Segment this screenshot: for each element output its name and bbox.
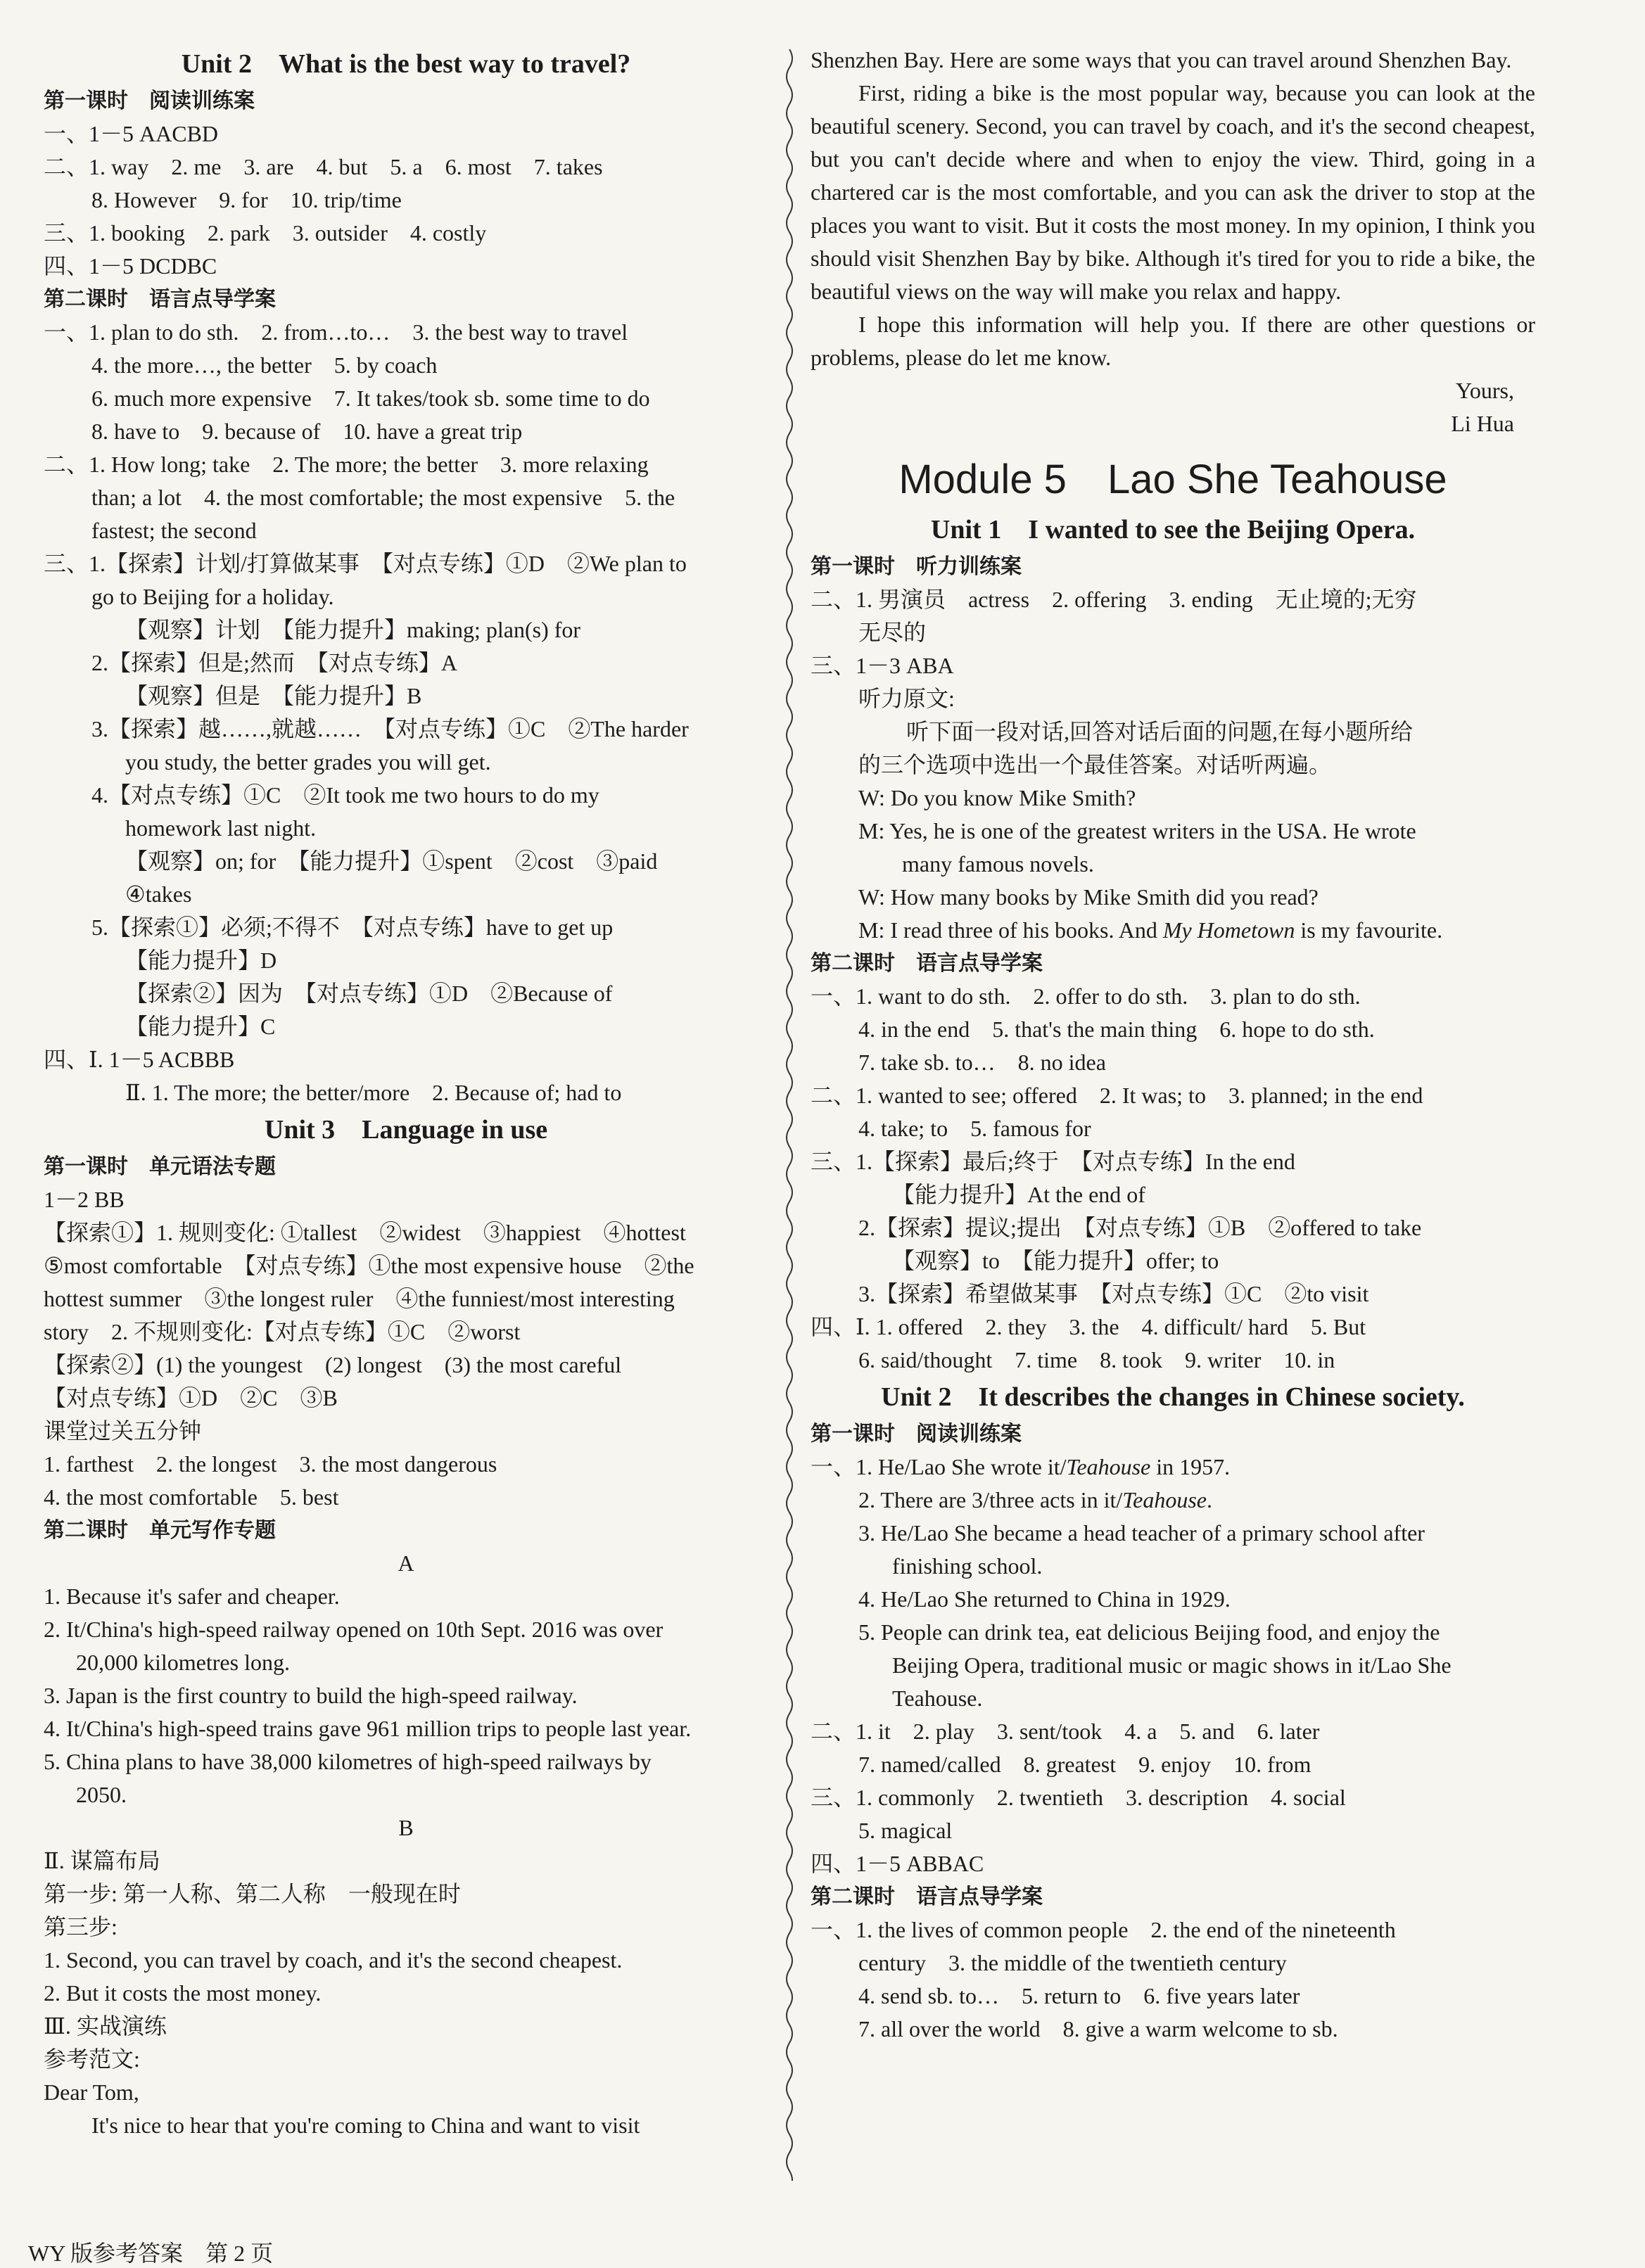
- answer-line: 【能力提升】At the end of: [892, 1182, 1145, 1207]
- answer-line: homework last night.: [125, 815, 317, 841]
- answer-text: 一、1. He/Lao She wrote it/: [811, 1454, 1067, 1479]
- letter-greeting: Dear Tom,: [44, 2079, 139, 2105]
- section-title: 第二课时 单元写作专题: [44, 1518, 276, 1543]
- answer-line: 3.【探索】越……,就越…… 【对点专练】①C ②The harder: [91, 716, 689, 741]
- answer-line: 4. send sb. to… 5. return to 6. five years later: [858, 1983, 1300, 2008]
- transcript-line: W: How many books by Mike Smith did you read?: [858, 884, 1319, 910]
- left-column: [44, 44, 768, 2142]
- answer-line: 二、1. way 2. me 3. are 4. but 5. a 6. most 7. takes: [44, 154, 603, 179]
- section-title: 第一课时 单元语法专题: [44, 1154, 276, 1179]
- answer-line: hottest summer ③the longest ruler ④the funniest/most interesting: [44, 1286, 675, 1311]
- section-title: 第二课时 语言点导学案: [44, 287, 276, 312]
- book-title: Teahouse: [1066, 1454, 1151, 1479]
- answer-line: 1－2 BB: [44, 1187, 125, 1212]
- answer-line: 四、1－5 DCDBC: [44, 253, 217, 279]
- letter-closing: Yours,: [1455, 378, 1514, 403]
- answer-line: 一、1. the lives of common people 2. the end of the nineteenth: [811, 1917, 1396, 1942]
- transcript-line: M: Yes, he is one of the greatest writers in the USA. He wrote: [858, 818, 1416, 843]
- answer-line: 3. He/Lao She became a head teacher of a primary school after: [858, 1520, 1425, 1546]
- page-footer: WY 版参考答案 第 2 页: [28, 2241, 274, 2266]
- answer-line: 三、1.【探索】计划/打算做某事 【对点专练】①D ②We plan to: [44, 551, 687, 576]
- answer-line: 4.【对点专练】①C ②It took me two hours to do my: [91, 782, 599, 808]
- unit-title: Unit 3 Language in use: [264, 1115, 548, 1145]
- answer-line: 2. It/China's high-speed railway opened on 10th Sept. 2016 was over: [44, 1617, 663, 1642]
- answer-line: 5. China plans to have 38,000 kilometres of high-speed railways by: [44, 1749, 652, 1774]
- answer-line: 1. Because it's safer and cheaper.: [44, 1584, 340, 1609]
- answer-line: 【对点专练】①D ②C ③B: [44, 1385, 338, 1410]
- letter-paragraph: Shenzhen Bay. Here are some ways that you can travel around Shenzhen Bay.: [811, 47, 1512, 72]
- answer-line: [811, 1484, 1535, 1517]
- answer-line: 二、1. wanted to see; offered 2. It was; to 3. planned; in the end: [811, 1083, 1423, 1108]
- transcript-line: 听下面一段对话,回答对话后面的问题,在每小题所给: [906, 719, 1414, 744]
- answer-line: 7. named/called 8. greatest 9. enjoy 10. from: [858, 1752, 1311, 1777]
- answer-line: 四、Ⅰ. 1. offered 2. they 3. the 4. difficult/ hard 5. But: [811, 1314, 1366, 1339]
- section-title: 第一课时 听力训练案: [811, 554, 1022, 579]
- answer-line: 一、1. want to do sth. 2. offer to do sth. 3. plan to do sth.: [811, 983, 1361, 1009]
- answer-line: story 2. 不规则变化:【对点专练】①C ②worst: [44, 1319, 521, 1344]
- answer-line: 二、1. it 2. play 3. sent/took 4. a 5. and 6. later: [811, 1719, 1320, 1744]
- unit-title: Unit 1 I wanted to see the Beijing Opera.: [930, 515, 1416, 544]
- answer-line: you study, the better grades you will get.: [125, 749, 491, 775]
- answer-line: 【观察】计划 【能力提升】making; plan(s) for: [125, 617, 581, 642]
- section-title: 第二课时 语言点导学案: [811, 1885, 1043, 1909]
- answer-line: finishing school.: [892, 1553, 1043, 1579]
- answer-line: 【能力提升】C: [125, 1014, 276, 1039]
- answer-line: 4. He/Lao She returned to China in 1929.: [858, 1586, 1231, 1612]
- answer-line: ④takes: [125, 881, 192, 907]
- answer-line: 四、Ⅰ. 1－5 ACBBB: [44, 1047, 235, 1072]
- answer-line: [811, 1451, 1535, 1484]
- answer-line: Ⅱ. 谋篇布局: [44, 1848, 160, 1873]
- answer-line: 4. the more…, the better 5. by coach: [91, 352, 438, 378]
- answer-line: 8. have to 9. because of 10. have a great trip: [91, 419, 523, 444]
- answer-line: fastest; the second: [91, 518, 257, 543]
- answer-line: 4. in the end 5. that's the main thing 6. hope to do sth.: [858, 1017, 1375, 1042]
- module-title: Module 5 Lao She Teahouse: [898, 457, 1447, 502]
- answer-line: 第一步: 第一人称、第二人称 一般现在时: [44, 1881, 461, 1906]
- answer-line: 二、1. 男演员 actress 2. offering 3. ending 无止境的;无穷: [811, 587, 1417, 612]
- answer-line: 3. Japan is the first country to build the high-speed railway.: [44, 1683, 578, 1708]
- answer-line: than; a lot 4. the most comfortable; the most expensive 5. the: [91, 485, 675, 510]
- answer-line: 二、1. How long; take 2. The more; the better 3. more relaxing: [44, 452, 649, 477]
- column-divider-wavy-line: [782, 49, 796, 2181]
- answer-line: 一、1－5 AACBD: [44, 121, 219, 146]
- answer-line: 5. People can drink tea, eat delicious Beijing food, and enjoy the: [858, 1619, 1440, 1645]
- answer-line: 4. take; to 5. famous for: [858, 1116, 1091, 1141]
- answer-line: 8. However 9. for 10. trip/time: [91, 187, 402, 212]
- section-title: 第一课时 阅读训练案: [44, 89, 255, 113]
- answer-line: 三、1. commonly 2. twentieth 3. description 4. social: [811, 1785, 1346, 1810]
- answer-line: 【探索①】1. 规则变化: ①tallest ②widest ③happiest ④hottest: [44, 1220, 686, 1245]
- answer-line: ⑤most comfortable 【对点专练】①the most expensive house ②the: [44, 1253, 694, 1278]
- answer-line: century 3. the middle of the twentieth century: [858, 1950, 1287, 1975]
- answer-line: 2. But it costs the most money.: [44, 1980, 322, 2006]
- answer-line: 1. farthest 2. the longest 3. the most dangerous: [44, 1451, 497, 1477]
- answer-line: 6. much more expensive 7. It takes/took sb. some time to do: [91, 386, 650, 411]
- answer-line: 7. all over the world 8. give a warm welcome to sb.: [858, 2016, 1338, 2041]
- answer-line: 三、1.【探索】最后;终于 【对点专练】In the end: [811, 1149, 1295, 1174]
- answer-line: 5.【探索①】必须;不得不 【对点专练】have to get up: [91, 915, 614, 940]
- letter-signature: Li Hua: [1451, 411, 1514, 436]
- answer-line: Teahouse.: [892, 1686, 983, 1711]
- answer-text: .: [1206, 1487, 1212, 1512]
- answer-line: Ⅲ. 实战演练: [44, 2013, 167, 2039]
- answer-line: 一、1. plan to do sth. 2. from…to… 3. the best way to travel: [44, 319, 628, 345]
- right-column: [811, 44, 1535, 2046]
- answer-line: 2.【探索】但是;然而 【对点专练】A: [91, 650, 458, 675]
- answer-line: 三、1. booking 2. park 3. outsider 4. costly: [44, 220, 487, 246]
- answer-line: 7. take sb. to… 8. no idea: [858, 1050, 1106, 1075]
- answer-line: 5. magical: [858, 1818, 953, 1843]
- answer-line: 听力原文:: [858, 686, 955, 711]
- answer-line: 4. It/China's high-speed trains gave 961 million trips to people last year.: [44, 1716, 692, 1741]
- book-title: Teahouse: [1122, 1487, 1207, 1512]
- answer-line: 4. the most comfortable 5. best: [44, 1484, 339, 1510]
- answer-line: 【观察】但是 【能力提升】B: [125, 683, 422, 708]
- book-title: My Hometown: [1162, 917, 1295, 943]
- answer-line: Ⅱ. 1. The more; the better/more 2. Because of; had to: [125, 1080, 622, 1105]
- letter-paragraph: I hope this information will help you. If there are other questions or problems, please do let me know.: [811, 312, 1535, 370]
- answer-line: 第三步:: [44, 1914, 118, 1939]
- answer-line: 6. said/thought 7. time 8. took 9. writer 10. in: [858, 1347, 1335, 1372]
- answer-line: 【探索②】(1) the youngest (2) longest (3) the most careful: [44, 1352, 622, 1377]
- answer-text: in 1957.: [1150, 1454, 1231, 1479]
- answer-line: 参考范文:: [44, 2046, 140, 2072]
- answer-line: 1. Second, you can travel by coach, and it's the second cheapest.: [44, 1947, 623, 1973]
- transcript-line: 的三个选项中选出一个最佳答案。对话听两遍。: [858, 752, 1332, 777]
- transcript-line: [811, 914, 1535, 947]
- answer-line: 三、1－3 ABA: [811, 653, 954, 678]
- part-label: B: [398, 1815, 414, 1840]
- transcript-text: M: I read three of his books. And: [858, 917, 1163, 943]
- answer-line: 【探索②】因为 【对点专练】①D ②Because of: [125, 981, 613, 1006]
- answer-line: 四、1－5 ABBAC: [811, 1851, 984, 1876]
- section-title: 第一课时 阅读训练案: [811, 1422, 1022, 1446]
- unit-title: Unit 2 What is the best way to travel?: [181, 49, 631, 79]
- answer-line: 3.【探索】希望做某事 【对点专练】①C ②to visit: [858, 1281, 1369, 1306]
- answer-line: 【能力提升】D: [125, 948, 277, 973]
- transcript-line: W: Do you know Mike Smith?: [858, 785, 1136, 810]
- section-title: 第二课时 语言点导学案: [811, 951, 1043, 976]
- letter-paragraph: First, riding a bike is the most popular way, because you can look at the beautiful scenery. Second, you can travel by coach, and it's the second cheapest, but you can't decide where and when to enjoy the view. Third, going in a chartered car is the most comfortable, and you can ask the driver to stop at the places you want to visit. But it costs the most money. In my opinion, I think you should visit Shenzhen Bay by bike. Although it's tired for you to ride a bike, the beautiful views on the way will make you relax and happy.: [811, 80, 1535, 304]
- answer-line: 【观察】on; for 【能力提升】①spent ②cost ③paid: [125, 848, 658, 874]
- answer-line: 【观察】to 【能力提升】offer; to: [892, 1248, 1219, 1273]
- answer-line: 20,000 kilometres long.: [76, 1650, 290, 1675]
- part-label: A: [398, 1550, 414, 1576]
- answer-line: 无尽的: [858, 620, 927, 645]
- transcript-line: many famous novels.: [902, 851, 1094, 877]
- letter-paragraph: It's nice to hear that you're coming to China and want to visit: [91, 2113, 640, 2138]
- answer-line: 2.【探索】提议;提出 【对点专练】①B ②offered to take: [858, 1215, 1422, 1240]
- answer-line: Beijing Opera, traditional music or magic shows in it/Lao She: [892, 1652, 1452, 1678]
- answer-line: go to Beijing for a holiday.: [91, 584, 334, 609]
- unit-title: Unit 2 It describes the changes in Chinese society.: [881, 1382, 1465, 1412]
- answer-line: 课堂过关五分钟: [44, 1418, 202, 1444]
- answer-text: 2. There are 3/three acts in it/: [858, 1487, 1123, 1512]
- answer-line: 2050.: [76, 1782, 127, 1807]
- transcript-text: is my favourite.: [1295, 917, 1443, 943]
